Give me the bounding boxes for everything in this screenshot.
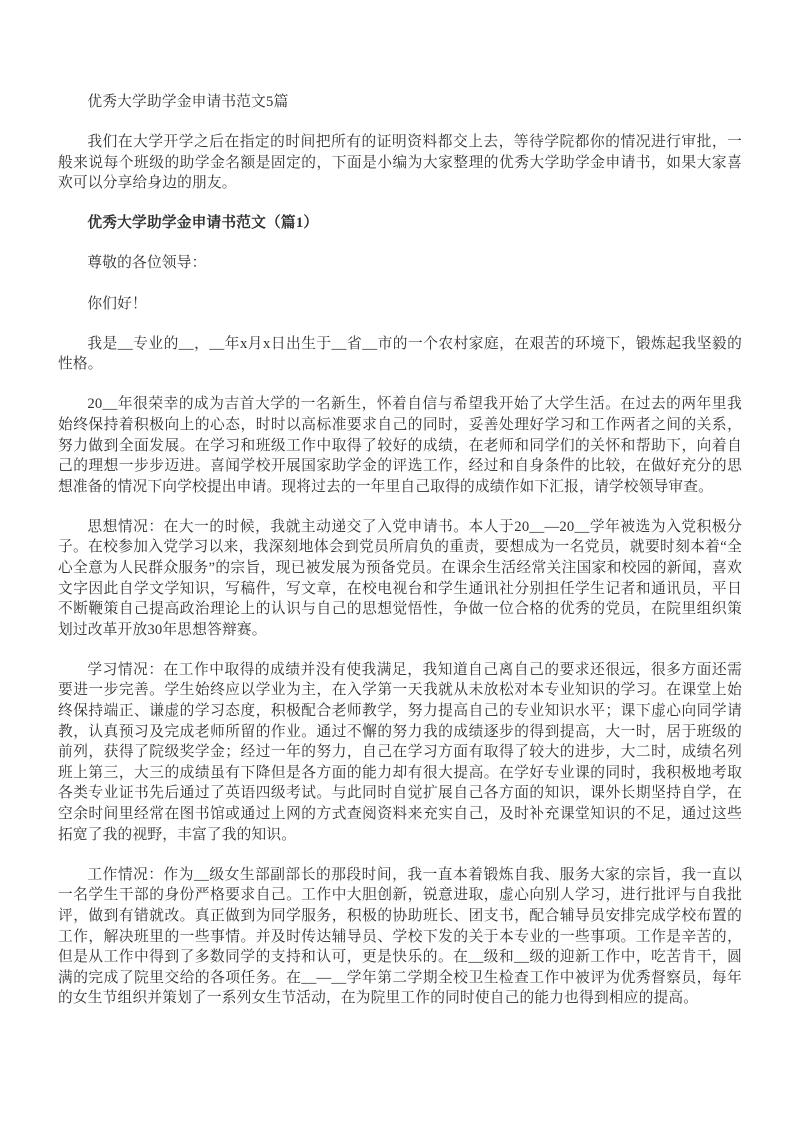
paragraph-study: 学习情况：在工作中取得的成绩并没有使我满足，我知道自己离自己的要求还很远，很多方面还需要进一步完善。学生始终应以学业为主，在入学第一天我就从未放松对本专业知识的学习。在课堂上始终保持端正、谦虚的学习态度，积极配合老师教学，努力提高自己的专业知识水平；课下虚心向同学请教，认真预习及完成老师所留的作业。通过不懈的努力我的成绩逐步的得到提高，大一时，居于班级的前列，获得了院级奖学金；经过一年的努力，自己在学习方面有取得了较大的进步，大二时，成绩名列班上第三，大三的成绩虽有下降但是各方面的能力却有很大提高。在学好专业课的同时，我积极地考取各类专业证书先后通过了英语四级考试。与此同时自觉扩展自己各方面的知识，课外长期坚持自学，在空余时间里经常在图书馆或通过上网的方式查阅资料来充实自己，及时补充课堂知识的不足，通过这些拓宽了我的视野，丰富了我的知识。 (58, 661, 742, 843)
section-heading: 优秀大学助学金申请书范文（篇1） (87, 215, 319, 232)
salutation-line: 尊敬的各位领导： (87, 255, 207, 272)
paragraph-work: 工作情况：作为__级女生部副部长的那段时间，我一直本着锻炼自我、服务大家的宗旨，我一直以一名学生干部的身份严格要求自己。工作中大胆创新，锐意进取，虚心向别人学习，进行批评与自我批评，做到有错就改。真正做到为同学服务，积极的协助班长、团支书，配合辅导员安排完成学校布置的工作，解决班里的一些事情。并及时传达辅导员、学校下发的关于本专业的一些事项。工作是辛苦的，但是从工作中得到了多数同学的支持和认可，更是快乐的。在__级和__级的迎新工作中，吃苦肯干，圆满的完成了院里交给的各项任务。在__—__学年第二学期全校卫生检查工作中被评为优秀督察员，每年的女生节组织并策划了一系列女生节活动，在为院里工作的同时使自己的能力也得到相应的提高。 (58, 866, 742, 1007)
intro-paragraph: 我们在大学开学之后在指定的时间把所有的证明资料都交上去，等待学院都你的情况进行审批，一般来说每个班级的助学金名额是固定的，下面是小编为大家整理的优秀大学助学金申请书，如果大家喜欢可以分享给身边的朋友。 (58, 134, 742, 192)
document-title: 优秀大学助学金申请书范文5篇 (87, 94, 289, 110)
paragraph-personal-info: 我是__专业的__，__年x月x日出生于__省__市的一个农村家庭，在艰苦的环境下，锻炼起我坚毅的性格。 (58, 335, 742, 373)
paragraph-ideology: 思想情况：在大一的时候，我就主动递交了入党申请书。本人于20__—20__学年被选为入党积极分子。在校参加入党学习以来，我深刻地体会到党员所肩负的重责，要想成为一名党员，就要时刻本着“全心全意为人民群众服务”的宗旨，现已被发展为预备党员。在课余生活经常关注国家和校园的新闻，喜欢文字因此自学文学知识，写稿件，写文章，在校电视台和学生通讯社分别担任学生记者和通讯员，平日不断鞭策自己提高政治理论上的认识与自己的思想觉悟性，争做一位合格的优秀的党员，在院里组织策划过改革开放30年思想答辩赛。 (58, 518, 742, 638)
greeting-line: 你们好！ (87, 295, 147, 312)
paragraph-enrollment: 20__年很荣幸的成为吉首大学的一名新生，怀着自信与希望我开始了大学生活。在过去的两年里我始终保持着积极向上的心态，时时以高标准要求自己的同时，妥善处理好学习和工作两者之间的关系，努力做到全面发展。在学习和班级工作中取得了较好的成绩，在老师和同学们的关怀和帮助下，向着自己的理想一步步迈进。喜闻学校开展国家助学金的评选工作，经过和自身条件的比较，在做好充分的思想准备的情况下向学校提出申请。现将过去的一年里自己取得的成绩作如下汇报，请学校领导审查。 (58, 396, 742, 495)
